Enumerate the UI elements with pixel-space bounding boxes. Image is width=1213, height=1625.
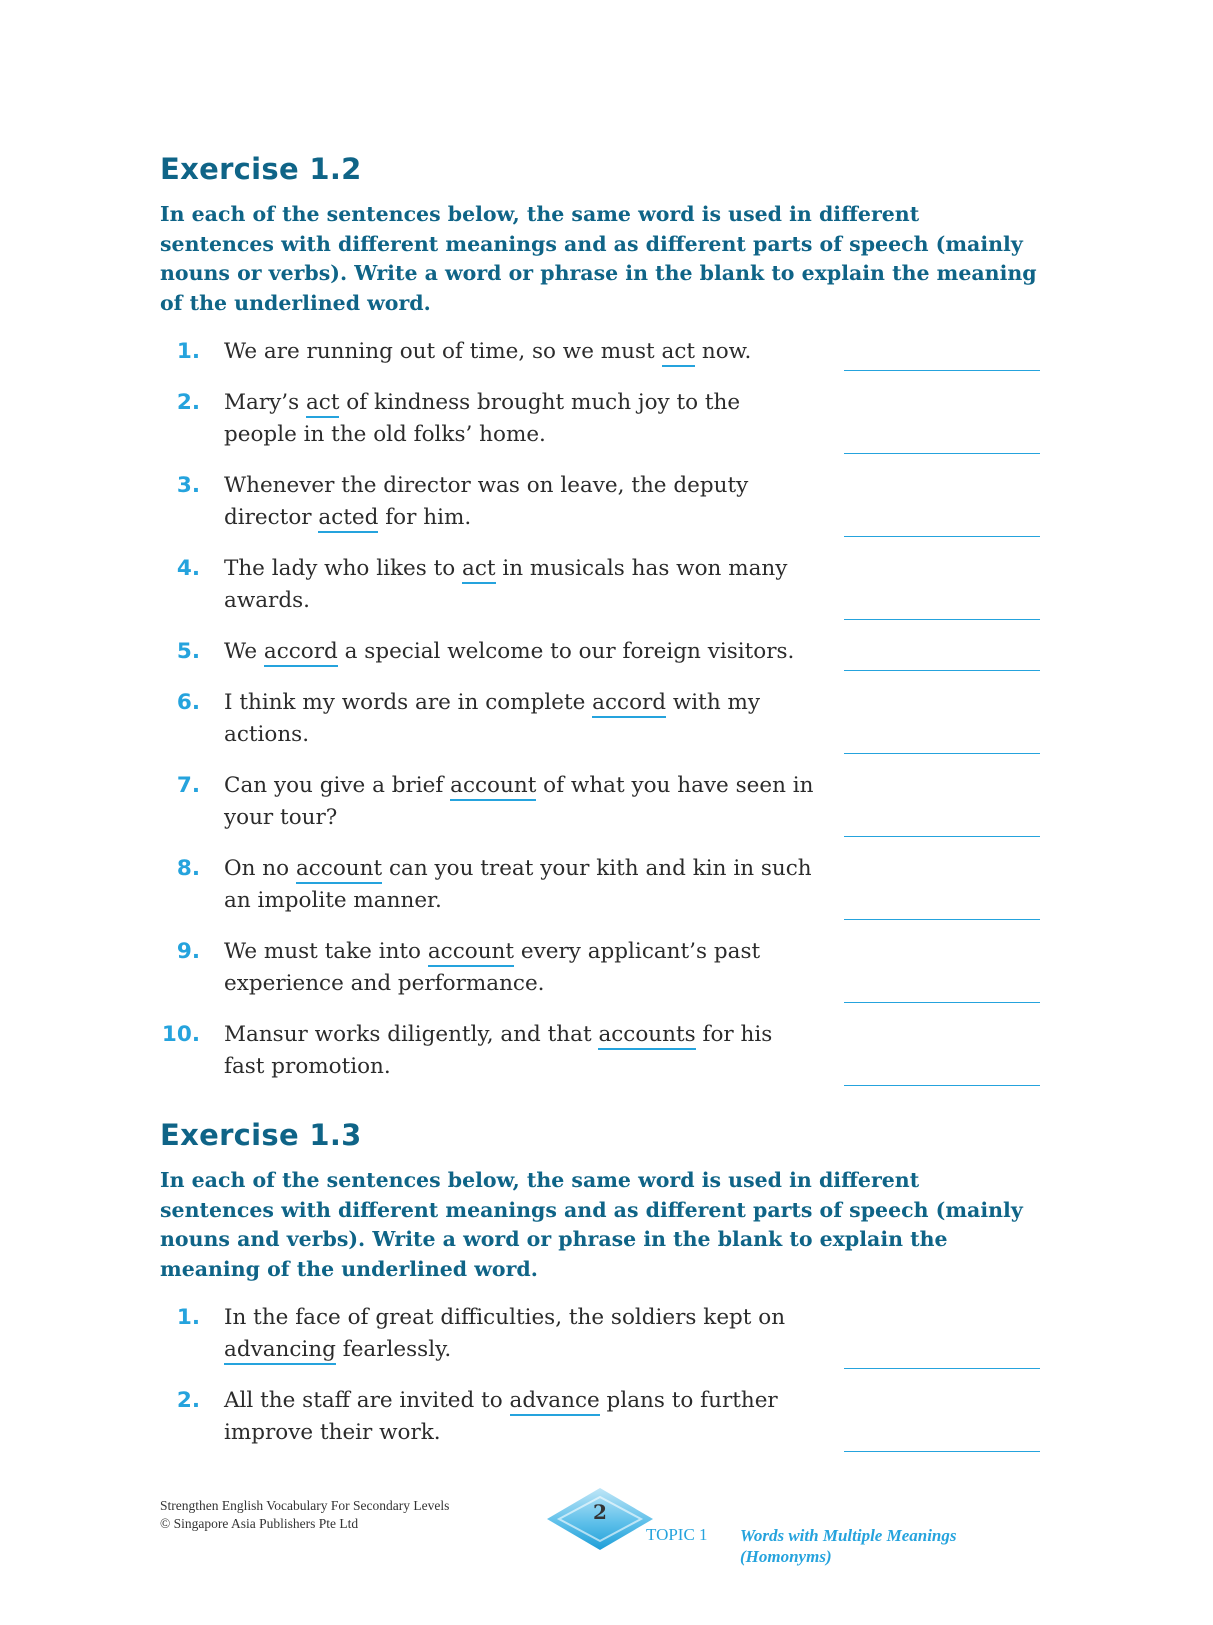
sentence-text: All the staff are invited to (224, 1388, 510, 1413)
question-item (160, 387, 1060, 451)
question-number: 2. (176, 1388, 200, 1413)
page-number-badge (545, 1486, 655, 1552)
question-number: 3. (176, 473, 200, 498)
question-item (160, 1019, 1060, 1083)
sentence-text: On no (224, 856, 296, 881)
answer-blank[interactable] (844, 370, 1040, 371)
question-sentence (224, 1385, 814, 1449)
exercise-title: Exercise 1.2 (160, 152, 362, 186)
underlined-word: accounts (598, 1022, 695, 1050)
question-number: 5. (176, 639, 200, 664)
sentence-text: in musicals has won many awards. (224, 556, 788, 613)
exercise-title: Exercise 1.3 (160, 1118, 362, 1152)
answer-blank[interactable] (844, 1085, 1040, 1086)
sentence-text: with my actions. (224, 690, 761, 747)
answer-blank[interactable] (844, 753, 1040, 754)
question-number: 9. (176, 939, 200, 964)
worksheet-content (160, 152, 1060, 1468)
exercise-instructions: In each of the sentences below, the same word is used in different sentences with different meanings and as different parts of speech (mainly nouns and verbs). Write a word or phrase in the blank to explain the meaning of the underlined word. (160, 1168, 1023, 1281)
sentence-text: We are running out of time, so we must (224, 339, 662, 364)
sentence-text: The lady who likes to (224, 556, 463, 581)
answer-blank[interactable] (844, 836, 1040, 837)
question-number: 4. (176, 556, 200, 581)
sentence-text: Mansur works diligently, and that (224, 1022, 599, 1047)
answer-blank[interactable] (844, 619, 1040, 620)
question-number: 1. (176, 1305, 200, 1330)
underlined-word: advance (510, 1388, 600, 1416)
underlined-word: account (296, 856, 382, 884)
question-sentence (224, 936, 814, 1000)
sentence-text: a special welcome to our foreign visitors. (337, 639, 795, 664)
underlined-word: act (462, 556, 496, 584)
question-number: 7. (176, 773, 200, 798)
question-item (160, 1385, 1060, 1449)
question-item (160, 470, 1060, 534)
underlined-word: act (662, 339, 696, 367)
answer-blank[interactable] (844, 1451, 1040, 1452)
question-sentence (224, 770, 814, 834)
question-number: 1. (176, 339, 200, 364)
topic-label: TOPIC 1 (646, 1525, 708, 1544)
question-sentence (224, 553, 814, 617)
sentence-text: We (224, 639, 264, 664)
underlined-word: account (428, 939, 514, 967)
question-item (160, 770, 1060, 834)
sentence-text: We must take into (224, 939, 428, 964)
sentence-text: fearlessly. (335, 1337, 452, 1362)
question-sentence (224, 1019, 814, 1083)
question-item (160, 336, 1060, 368)
question-sentence (224, 336, 814, 368)
question-sentence (224, 1302, 814, 1366)
answer-blank[interactable] (844, 536, 1040, 537)
footer-credits (160, 1497, 449, 1533)
sentence-text: for his fast promotion. (224, 1022, 773, 1079)
question-number: 6. (176, 690, 200, 715)
answer-blank[interactable] (844, 453, 1040, 454)
page-number: 2 (593, 1500, 607, 1524)
topic-title (740, 1525, 957, 1567)
sentence-text: every applicant’s past experience and performance. (224, 939, 761, 996)
question-item (160, 636, 1060, 668)
question-item (160, 553, 1060, 617)
sentence-text: I think my words are in complete (224, 690, 593, 715)
question-item (160, 853, 1060, 917)
question-item (160, 687, 1060, 751)
sentence-text: of what you have seen in your tour? (224, 773, 814, 830)
question-sentence (224, 470, 814, 534)
topic-title-line: (Homonyms) (740, 1547, 832, 1566)
sentence-text: Whenever the director was on leave, the deputy director (224, 473, 749, 530)
topic-title-line: Words with Multiple Meanings (740, 1526, 957, 1545)
sentence-text: plans to further improve their work. (224, 1388, 778, 1445)
exercise-1-2 (160, 152, 1060, 1083)
answer-blank[interactable] (844, 1002, 1040, 1003)
sentence-text: for him. (378, 505, 472, 530)
underlined-word: advancing (224, 1337, 336, 1365)
question-sentence (224, 853, 814, 917)
question-sentence (224, 636, 814, 668)
book-title: Strengthen English Vocabulary For Secondary Levels (160, 1498, 450, 1513)
underlined-word: act (306, 390, 340, 418)
answer-blank[interactable] (844, 1368, 1040, 1369)
underlined-word: accord (264, 639, 338, 667)
question-item (160, 936, 1060, 1000)
copyright-notice: © Singapore Asia Publishers Pte Ltd (160, 1516, 359, 1531)
sentence-text: Can you give a brief (224, 773, 451, 798)
answer-blank[interactable] (844, 670, 1040, 671)
sentence-text: can you treat your kith and kin in such an impolite manner. (224, 856, 812, 913)
underlined-word: accord (592, 690, 666, 718)
question-item (160, 1302, 1060, 1366)
sentence-text: In the face of great difficulties, the soldiers kept on (224, 1305, 786, 1330)
question-list (160, 1302, 1060, 1449)
underlined-word: account (450, 773, 536, 801)
question-sentence (224, 387, 814, 451)
question-number: 8. (176, 856, 200, 881)
question-number: 2. (176, 390, 200, 415)
sentence-text: Mary’s (224, 390, 306, 415)
exercise-instructions: In each of the sentences below, the same word is used in different sentences with different meanings and as different parts of speech (mainly nouns or verbs). Write a word or phrase in the blank to explain the meaning of the underlined word. (160, 202, 1037, 315)
underlined-word: acted (318, 505, 378, 533)
exercise-1-3 (160, 1118, 1060, 1449)
sentence-text: of kindness brought much joy to the people in the old folks’ home. (224, 390, 741, 447)
question-sentence (224, 687, 814, 751)
question-number: 10. (161, 1022, 200, 1047)
sentence-text: now. (695, 339, 752, 364)
question-list (160, 336, 1060, 1083)
answer-blank[interactable] (844, 919, 1040, 920)
